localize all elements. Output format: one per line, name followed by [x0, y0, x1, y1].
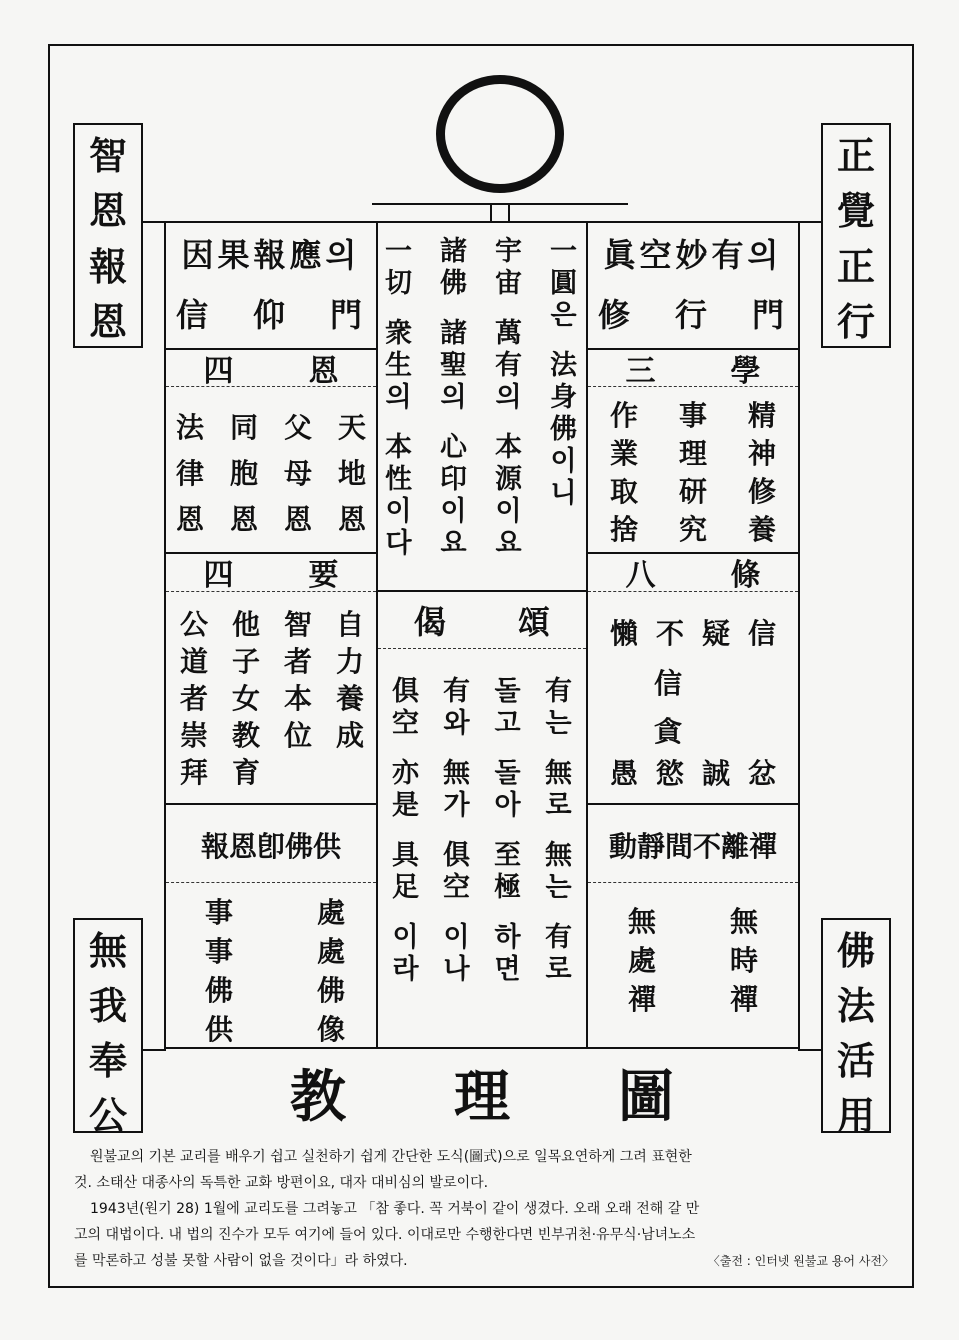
left-bottom-char: 供	[205, 1013, 234, 1046]
center-top-char: 生	[385, 350, 412, 381]
four-essentials-char: 公	[180, 608, 209, 641]
four-essentials-char: 成	[335, 719, 364, 752]
bottom-left-connector	[142, 1049, 166, 1051]
left-bottom-column	[205, 893, 233, 1049]
center-top-char: 有	[495, 350, 522, 381]
right-title-line2	[588, 290, 798, 336]
right-bottom-heading: 動靜間不離禪	[608, 830, 777, 863]
side-char: 智	[88, 133, 127, 179]
verse-char: 極	[494, 872, 521, 903]
center-top-char: 佛	[550, 414, 577, 445]
four-graces-grid	[176, 405, 366, 543]
four-essentials-column	[180, 606, 208, 791]
side-char: 正	[836, 133, 875, 179]
main-title-char: 圖	[618, 1064, 674, 1130]
right-title-char: 修	[598, 296, 635, 334]
four-essentials-char: 者	[180, 682, 209, 715]
center-top-char: 의	[495, 382, 522, 413]
three-studies-char: 修	[747, 475, 776, 508]
center-top-column	[495, 236, 522, 560]
eight-articles-row1	[610, 612, 776, 652]
eight-articles-char: 不	[655, 617, 684, 650]
side-char: 活	[836, 1038, 875, 1083]
verse-char: 空	[443, 872, 470, 903]
right-bottom-char: 禪	[729, 983, 758, 1016]
four-graces-column	[176, 405, 204, 543]
four-essentials-dash	[166, 591, 376, 592]
four-essentials-column	[232, 606, 260, 791]
caption-line-5: 를 막론하고 성불 못할 사람이 없을 것이다」라 하였다.	[74, 1253, 408, 1269]
four-graces-column	[338, 405, 366, 543]
verse-column	[545, 676, 572, 986]
three-studies-char: 研	[678, 475, 707, 508]
four-essentials-char: 教	[231, 719, 260, 752]
center-top-char: 身	[550, 382, 577, 413]
right-title-line1: 眞空妙有의	[603, 236, 783, 274]
right-bottom-char: 無	[628, 905, 657, 938]
eight-articles-char: 誠	[701, 757, 730, 790]
side-char: 行	[836, 298, 875, 344]
caption-line-4: 고의 대법이다. 내 법의 진수가 모두 여기에 들어 있다. 이대로만 수행한다면 빈부귀천·유무식·남녀노소	[74, 1227, 696, 1243]
left-bottom-char: 佛	[316, 974, 345, 1007]
center-top-char: 一	[385, 236, 412, 267]
center-top-char: 諸	[440, 236, 467, 267]
center-top-char: 圓	[550, 268, 577, 299]
center-top-char: 의	[385, 382, 412, 413]
left-title-char: 信	[176, 296, 213, 334]
right-divider-3	[586, 803, 800, 805]
verse-char: 나	[443, 954, 470, 985]
verse-char: 와	[443, 708, 470, 739]
center-top-char: 衆	[385, 318, 412, 349]
verse-columns	[392, 676, 572, 986]
center-top-char: 印	[440, 464, 467, 495]
verse-column	[443, 676, 470, 986]
side-char: 公	[88, 1093, 127, 1138]
side-box-top-right	[821, 123, 891, 348]
four-essentials-char: 拜	[180, 756, 209, 789]
center-top-char: 心	[440, 432, 467, 463]
center-top-char: 니	[550, 478, 577, 509]
three-studies-column	[679, 397, 707, 549]
eight-articles-char: 愚	[610, 757, 639, 790]
left-title	[166, 230, 376, 342]
caption-source: 〈출전 : 인터넷 원불교 용어 사전〉	[707, 1254, 894, 1268]
left-bottom-char: 像	[316, 1013, 345, 1046]
center-top-char: 諸	[440, 318, 467, 349]
left-bottom-char: 事	[205, 896, 234, 929]
verse-char: 空	[392, 708, 419, 739]
verse-char: 돌	[494, 676, 521, 707]
eight-articles-heading-char: 條	[730, 558, 761, 593]
verse-char: 로	[545, 954, 572, 985]
four-graces-char: 律	[176, 457, 205, 490]
left-title-line1: 因果報應의	[181, 236, 361, 274]
verse-char: 고	[494, 708, 521, 739]
four-graces-column	[230, 405, 258, 543]
three-studies-grid	[610, 397, 776, 549]
verse-char: 具	[392, 840, 419, 871]
three-studies-dash	[588, 386, 798, 387]
verse-char: 라	[392, 954, 419, 985]
eight-articles-row2	[610, 752, 776, 792]
four-graces-char: 恩	[337, 503, 366, 536]
verse-char: 有	[545, 676, 572, 707]
three-studies-column	[748, 397, 776, 549]
four-essentials-char: 女	[231, 682, 260, 715]
right-bottom-grid	[628, 902, 758, 1019]
verse-char: 하	[494, 922, 521, 953]
center-top-char: 요	[440, 528, 467, 559]
four-graces-char: 胞	[229, 457, 258, 490]
four-graces-char: 地	[337, 457, 366, 490]
center-top-char: 法	[550, 350, 577, 381]
three-studies-char: 事	[678, 399, 707, 432]
top-right-connector	[798, 221, 822, 223]
caption	[74, 1144, 894, 1274]
four-essentials-grid	[180, 606, 364, 791]
side-char: 法	[836, 983, 875, 1028]
caption-line-1: 원불교의 기본 교리를 배우기 쉽고 실천하기 쉽게 간단한 도식(圖式)으로 일목요연하게 그려 표현한	[90, 1149, 692, 1165]
four-essentials-char: 位	[283, 719, 312, 752]
verse-char: 俱	[392, 676, 419, 707]
center-top-char: 性	[385, 464, 412, 495]
verse-char: 有	[545, 922, 572, 953]
side-box-top-left	[73, 123, 143, 348]
right-bottom-char: 無	[729, 905, 758, 938]
three-studies-heading-char: 學	[730, 354, 761, 389]
verse-char: 돌	[494, 758, 521, 789]
right-title-char: 門	[751, 296, 788, 334]
three-studies-char: 精	[747, 399, 776, 432]
eight-articles-char: 貪	[653, 715, 682, 748]
verse-char: 是	[392, 790, 419, 821]
eight-articles-char: 懶	[610, 617, 639, 650]
center-top-char: 이	[440, 496, 467, 527]
verse-char: 有	[443, 676, 470, 707]
left-title-char: 仰	[252, 296, 289, 334]
side-char: 無	[88, 928, 127, 973]
verse-char: 俱	[443, 840, 470, 871]
center-top-char: 의	[440, 382, 467, 413]
four-essentials-column	[284, 606, 312, 791]
center-top-column	[440, 236, 467, 560]
il-won-sang-circle	[436, 75, 564, 193]
four-essentials-heading-char: 要	[308, 558, 339, 593]
side-char: 恩	[88, 298, 127, 344]
right-bottom-char: 禪	[628, 983, 657, 1016]
verse-char: 亦	[392, 758, 419, 789]
side-char: 正	[836, 243, 875, 289]
four-graces-char: 法	[176, 411, 205, 444]
four-essentials-char: 力	[335, 645, 364, 678]
center-top-char: 宇	[495, 236, 522, 267]
eight-articles-dash	[588, 591, 798, 592]
center-top-column	[550, 236, 577, 560]
center-top-char: 이	[550, 446, 577, 477]
center-top-char: 一	[550, 236, 577, 267]
side-char: 奉	[88, 1038, 127, 1083]
main-title-char: 理	[454, 1064, 510, 1130]
eight-articles-char: 疑	[701, 617, 730, 650]
center-top-char: 萬	[495, 318, 522, 349]
verse-char: 는	[545, 872, 572, 903]
four-graces-char: 母	[283, 457, 312, 490]
center-top-char: 源	[495, 464, 522, 495]
main-title-char: 教	[290, 1064, 346, 1130]
four-essentials-char: 育	[231, 756, 260, 789]
center-top-char: 이	[385, 496, 412, 527]
center-top-columns	[385, 236, 577, 560]
main-title	[290, 1058, 674, 1128]
side-char: 我	[88, 983, 127, 1028]
left-bottom-char: 處	[316, 935, 345, 968]
left-bottom-grid	[205, 893, 345, 1049]
four-essentials-char: 崇	[180, 719, 209, 752]
center-top-char: 宙	[495, 268, 522, 299]
bottom-right-connector	[798, 1049, 822, 1051]
verse-heading-char: 偈	[413, 603, 446, 641]
right-title-char: 行	[674, 296, 711, 334]
verse-char: 이	[443, 922, 470, 953]
right-bottom-column	[730, 902, 758, 1019]
side-box-bottom-left	[73, 918, 143, 1138]
four-graces-heading	[166, 350, 376, 389]
four-essentials-heading-char: 四	[203, 558, 234, 593]
verse-heading	[378, 596, 586, 644]
circle-stem	[490, 204, 510, 222]
side-char: 報	[88, 243, 127, 289]
verse-char: 이	[392, 922, 419, 953]
three-studies-char: 究	[678, 513, 707, 546]
verse-char: 는	[545, 708, 572, 739]
verse-heading-char: 頌	[517, 603, 550, 641]
center-top-char: 切	[385, 268, 412, 299]
top-left-connector	[142, 221, 166, 223]
caption-line-3: 1943년(원기 28) 1월에 교리도를 그려놓고 「참 좋다. 꼭 거북이 같이 생겼다. 오래 오래 전해 갈 만	[90, 1201, 700, 1217]
four-essentials-char: 他	[231, 608, 260, 641]
left-bottom-dash	[166, 882, 376, 883]
four-graces-column	[284, 405, 312, 543]
four-essentials-char: 自	[335, 608, 364, 641]
four-essentials-column	[336, 606, 364, 791]
four-essentials-heading	[166, 554, 376, 593]
center-top-char: 本	[495, 432, 522, 463]
three-studies-heading	[588, 350, 798, 389]
three-studies-heading-char: 三	[625, 354, 656, 389]
center-top-char: 本	[385, 432, 412, 463]
center-top-char: 이	[495, 496, 522, 527]
eight-articles-heading	[588, 554, 798, 593]
center-top-char: 佛	[440, 268, 467, 299]
four-essentials-char: 本	[283, 682, 312, 715]
four-graces-dash	[166, 386, 376, 387]
side-char: 覺	[836, 188, 875, 234]
three-studies-char: 業	[610, 437, 639, 470]
four-graces-heading-char: 四	[203, 354, 234, 389]
three-studies-column	[610, 397, 638, 549]
left-bottom-heading: 報恩卽佛供	[200, 830, 341, 863]
left-title-char: 門	[329, 296, 366, 334]
left-bottom-char: 佛	[205, 974, 234, 1007]
verse-dash	[378, 648, 586, 649]
right-bottom-char: 處	[628, 944, 657, 977]
three-studies-char: 作	[610, 399, 639, 432]
four-graces-char: 恩	[283, 503, 312, 536]
caption-line-2: 것. 소태산 대종사의 독특한 교화 방편이요, 대자 대비심의 발로이다.	[74, 1175, 489, 1191]
center-divider	[376, 590, 588, 592]
right-bottom-column	[628, 902, 656, 1019]
center-top-char: 聖	[440, 350, 467, 381]
left-divider-3	[164, 803, 377, 805]
verse-char: 면	[494, 954, 521, 985]
right-title	[588, 230, 798, 342]
center-top-char: 다	[385, 528, 412, 559]
four-essentials-char: 養	[335, 682, 364, 715]
four-graces-char: 恩	[176, 503, 205, 536]
four-graces-char: 天	[337, 411, 366, 444]
eight-articles-char: 信	[653, 667, 682, 700]
caption-last-row	[74, 1248, 894, 1274]
right-bottom-dash	[588, 882, 798, 883]
left-title-line2	[166, 290, 376, 336]
three-studies-char: 神	[747, 437, 776, 470]
four-graces-char: 同	[229, 411, 258, 444]
verse-char: 至	[494, 840, 521, 871]
divider-right	[586, 221, 588, 1049]
verse-column	[392, 676, 419, 986]
three-studies-char: 養	[747, 513, 776, 546]
three-studies-char: 理	[678, 437, 707, 470]
verse-char: 無	[545, 840, 572, 871]
four-graces-char: 恩	[229, 503, 258, 536]
center-top-char: 은	[550, 300, 577, 331]
side-char: 用	[836, 1093, 875, 1138]
center-top-column	[385, 236, 412, 560]
center-top-char: 요	[495, 528, 522, 559]
four-graces-heading-char: 恩	[308, 354, 339, 389]
eight-articles-mid	[648, 660, 688, 756]
four-essentials-char: 智	[283, 608, 312, 641]
four-essentials-char: 者	[283, 645, 312, 678]
verse-char: 아	[494, 790, 521, 821]
side-char: 恩	[88, 188, 127, 234]
verse-column	[494, 676, 521, 986]
four-essentials-char: 道	[180, 645, 209, 678]
three-studies-char: 捨	[610, 513, 639, 546]
eight-articles-char: 忿	[747, 757, 776, 790]
four-graces-char: 父	[283, 411, 312, 444]
verse-char: 가	[443, 790, 470, 821]
verse-char: 로	[545, 790, 572, 821]
verse-char: 足	[392, 872, 419, 903]
side-box-bottom-right	[821, 918, 891, 1138]
right-bottom-char: 時	[729, 944, 758, 977]
side-char: 佛	[836, 928, 875, 973]
eight-articles-heading-char: 八	[625, 558, 656, 593]
four-essentials-char: 子	[231, 645, 260, 678]
left-bottom-column	[317, 893, 345, 1049]
verse-char: 無	[545, 758, 572, 789]
eight-articles-char: 慾	[655, 757, 684, 790]
left-bottom-char: 處	[316, 896, 345, 929]
eight-articles-char: 信	[747, 617, 776, 650]
verse-char: 無	[443, 758, 470, 789]
left-bottom-char: 事	[205, 935, 234, 968]
three-studies-char: 取	[610, 475, 639, 508]
